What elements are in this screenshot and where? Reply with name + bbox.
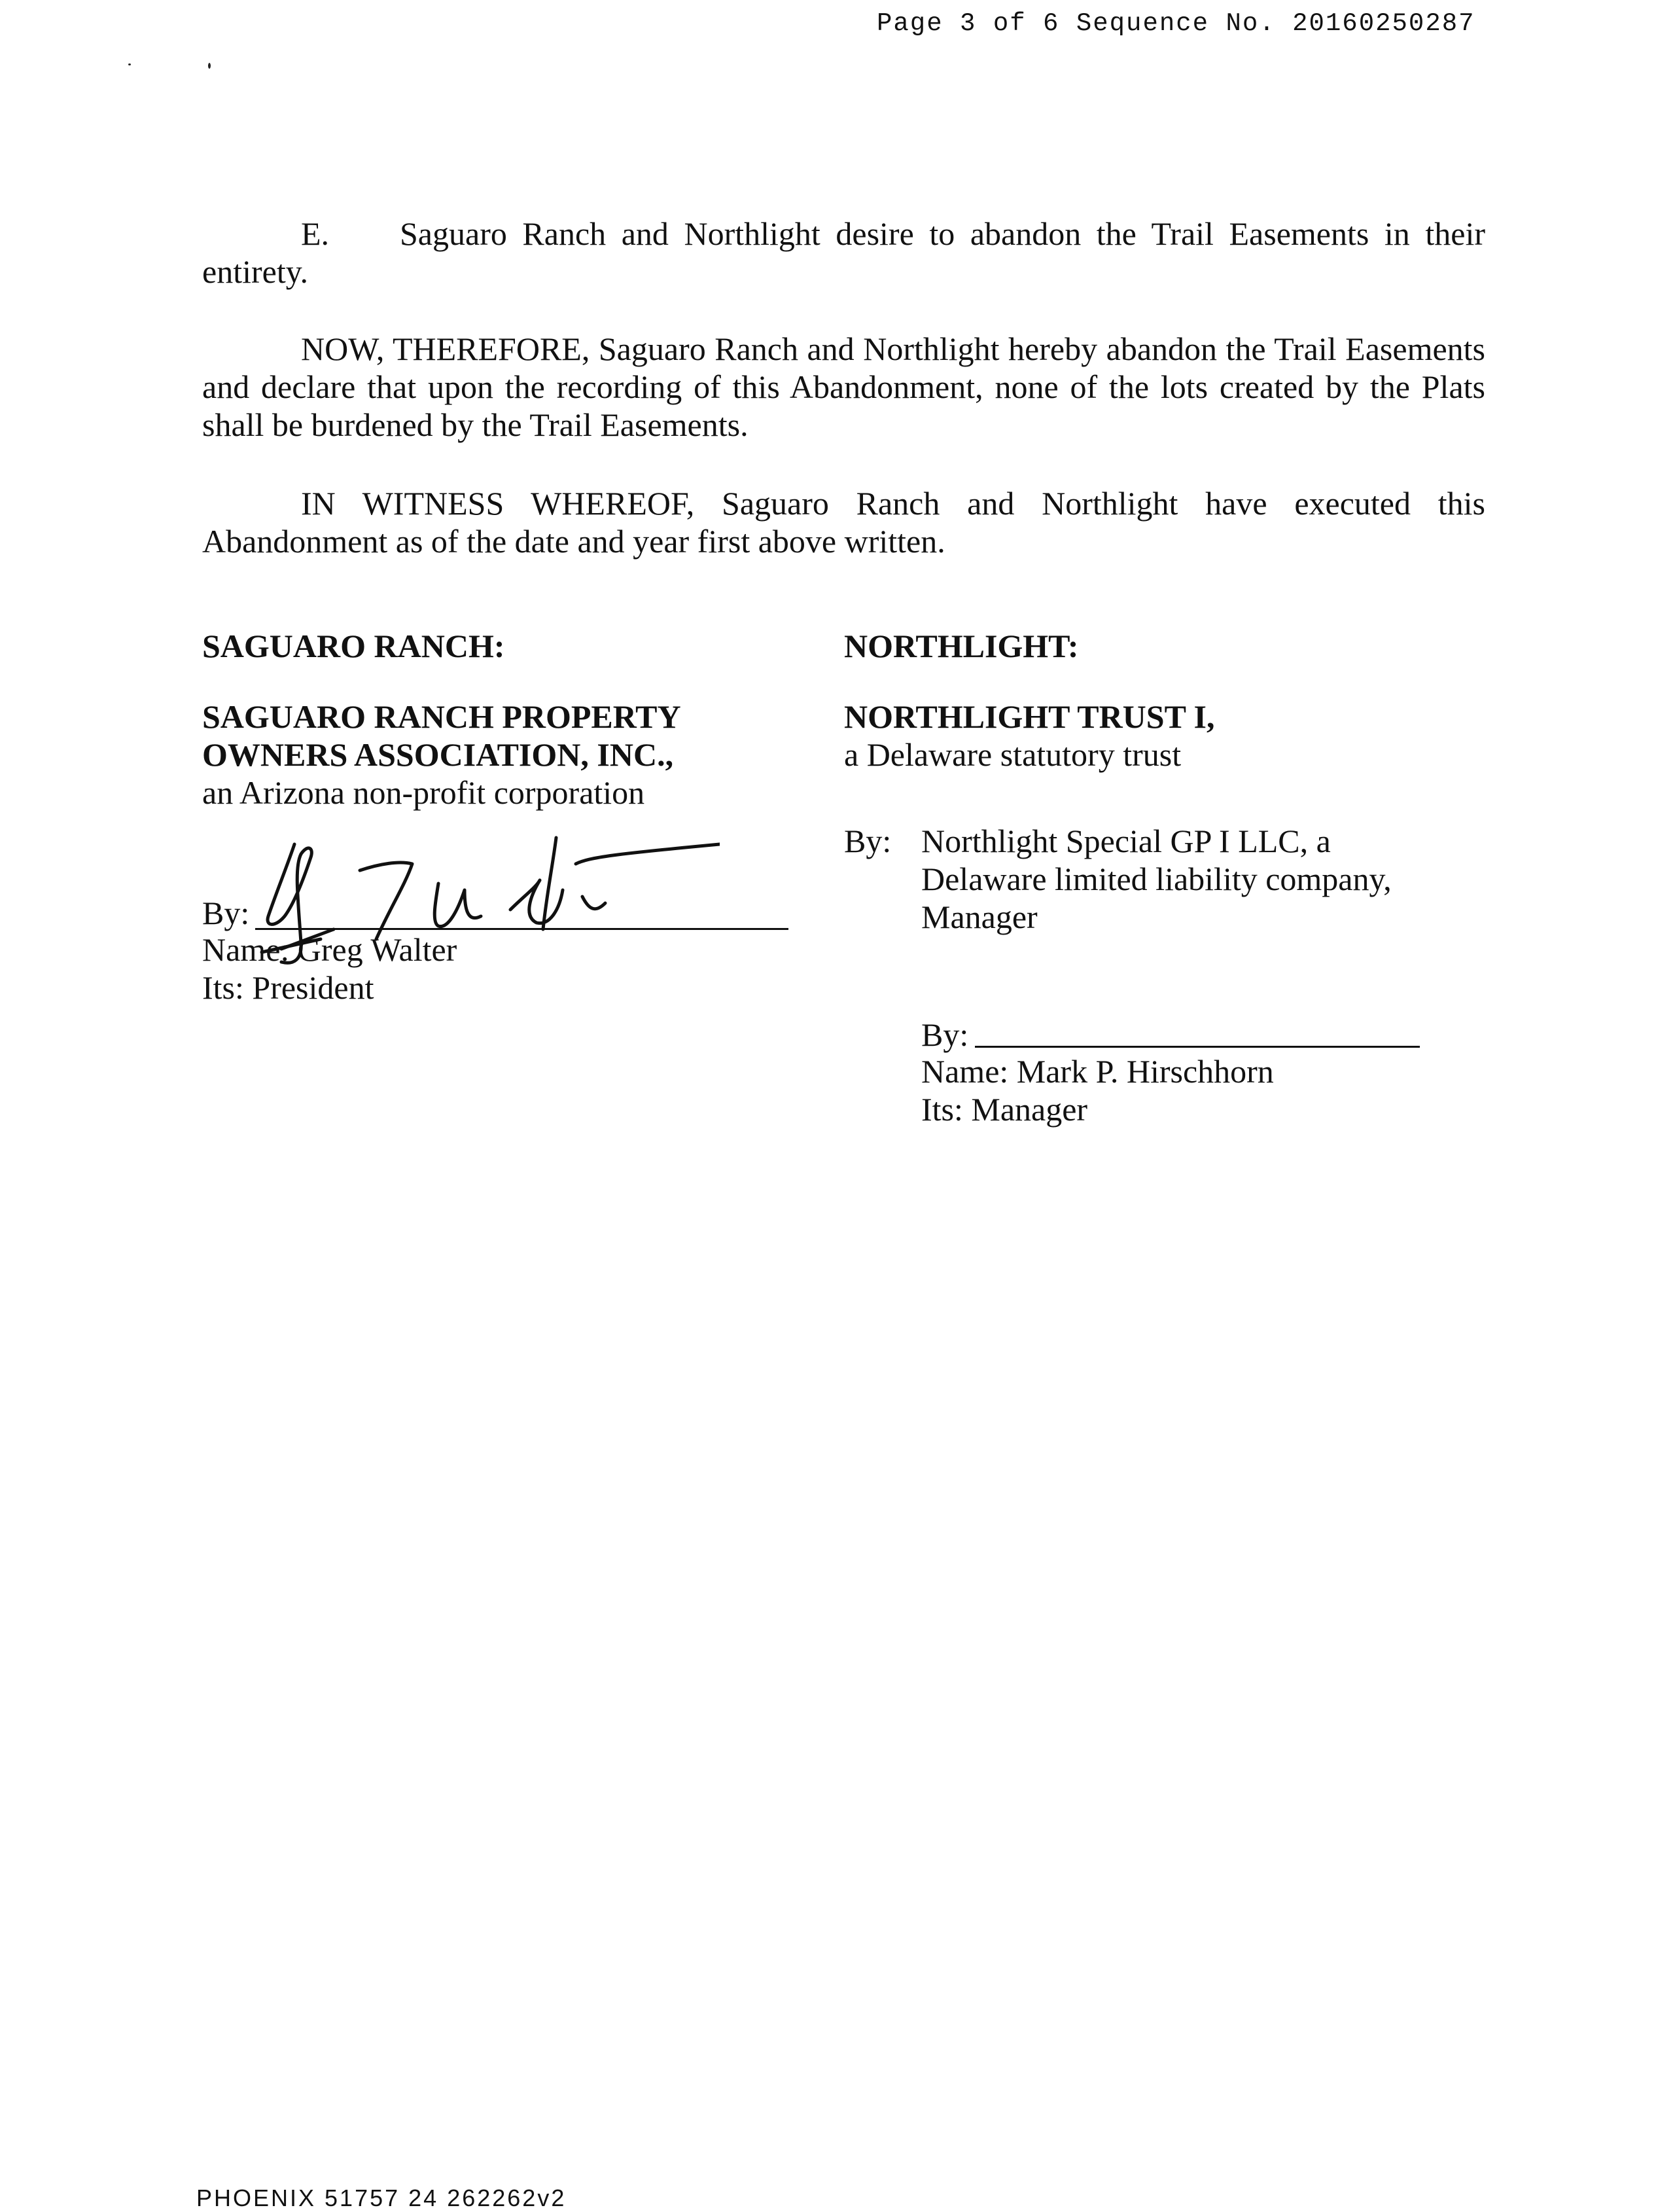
left-heading: SAGUARO RANCH: [202,628,505,664]
recording-stamp: Page 3 of 6 Sequence No. 20160250287 [877,9,1475,38]
right-by-entity-line2: Delaware limited liability company, [921,861,1392,897]
left-entity-desc: an Arizona non-profit corporation [202,774,645,811]
left-by-label: By: [202,895,250,931]
in-witness-text: IN WITNESS WHEREOF, Saguaro Ranch and Northlight have executed this Abandonment as of the date and year first above written. [202,485,1485,560]
left-entity-line2: OWNERS ASSOCIATION, INC., [202,736,674,773]
left-title-line: Its: President [202,969,374,1006]
left-signature-block [202,627,681,812]
right-by-entity-line3: Manager [921,899,1038,935]
left-entity-line1: SAGUARO RANCH PROPERTY [202,698,681,735]
right-sub-by-label: By: [921,1016,969,1053]
right-entity-line1: NORTHLIGHT TRUST I, [844,698,1215,735]
right-signature-block [844,627,1215,774]
scan-speck [208,63,211,69]
right-by-entity [921,822,1392,936]
scan-speck [128,63,131,65]
left-name-line: Name: Greg Walter [202,931,457,968]
left-signer-details [202,931,457,1007]
right-name-line: Name: Mark P. Hirschhorn [921,1053,1274,1090]
right-signer-details [921,1052,1274,1128]
right-title-line: Its: Manager [921,1091,1088,1128]
recital-e [202,215,1485,291]
right-signature-line [975,1046,1420,1048]
right-by-entity-line1: Northlight Special GP I LLC, a [921,823,1331,859]
right-by-label: By: [844,823,892,859]
footer-document-code: PHOENIX 51757 24 262262v2 [196,2185,567,2211]
right-entity-desc: a Delaware statutory trust [844,736,1182,773]
right-heading: NORTHLIGHT: [844,628,1079,664]
now-therefore-text: NOW, THEREFORE, Saguaro Ranch and Northlight hereby abandon the Trail Easements and declare that upon the recording of this Abandonment, none of the lots created by the Plats shall be burdened by the Trail Easements. [202,330,1485,443]
now-therefore-paragraph [202,330,1485,444]
in-witness-paragraph [202,484,1485,560]
recital-e-text: Saguaro Ranch and Northlight desire to abandon the Trail Easements in their entirety. [202,215,1485,290]
recital-e-label: E. [301,215,330,252]
